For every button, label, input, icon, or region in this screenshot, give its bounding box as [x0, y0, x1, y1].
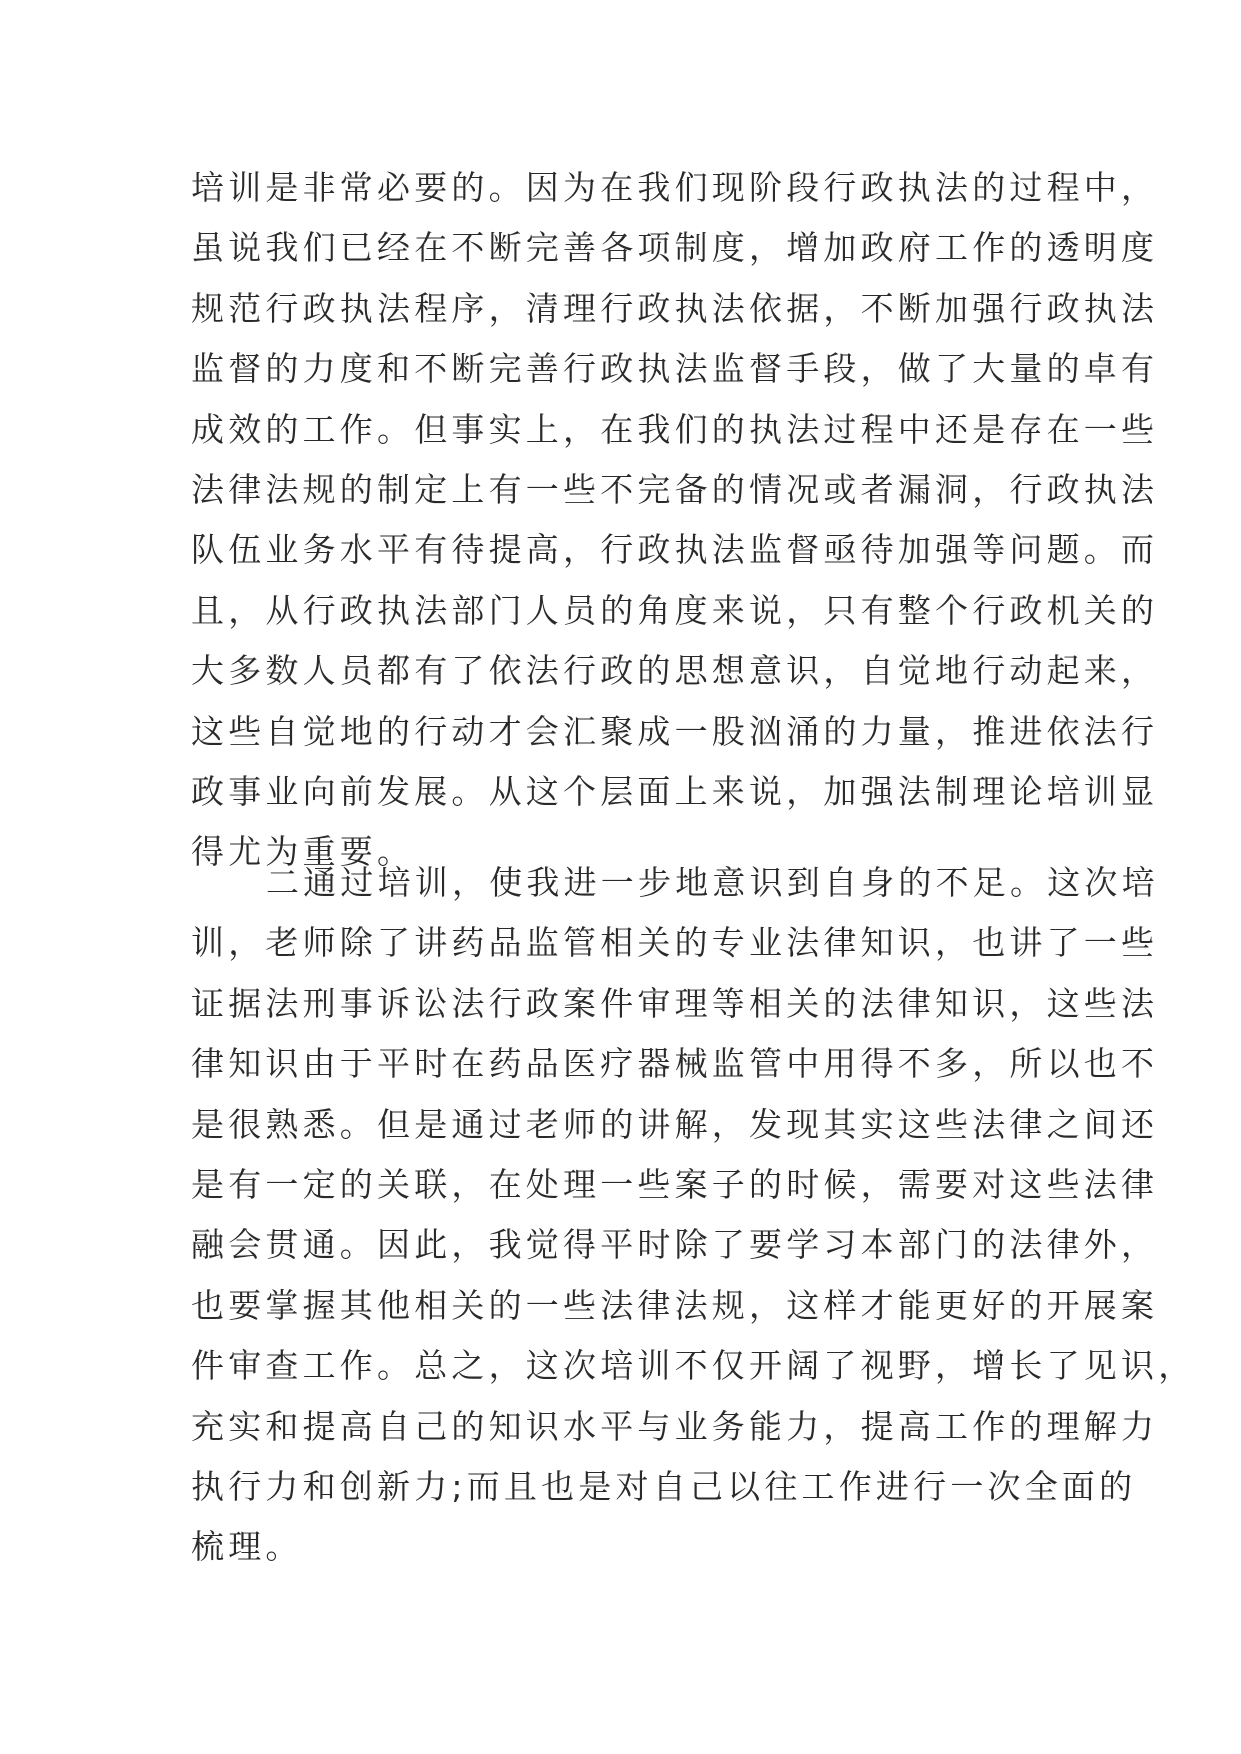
paragraph-line: 执行力和创新力;而且也是对自己以往工作进行一次全面的	[191, 1466, 1137, 1506]
paragraph-line: 培训是非常必要的。因为在我们现阶段行政执法的过程中，	[191, 168, 1159, 207]
paragraph-line: 训，老师除了讲药品监管相关的专业法律知识，也讲了一些	[191, 923, 1159, 963]
paragraph-line: 融会贯通。因此，我觉得平时除了要学习本部门的法律外，	[191, 1225, 1159, 1265]
paragraph-line: 大多数人员都有了依法行政的思想意识，自觉地行动起来，	[191, 651, 1159, 691]
paragraph-line: 也要掌握其他相关的一些法律法规，这样才能更好的开展案	[191, 1285, 1159, 1325]
paragraph-line: 政事业向前发展。从这个层面上来说，加强法制理论培训显	[191, 771, 1159, 811]
paragraph-line: 队伍业务水平有待提高，行政执法监督亟待加强等问题。而	[191, 530, 1159, 570]
paragraph-line: 得尤为重要。	[191, 832, 415, 872]
paragraph-line: 且，从行政执法部门人员的角度来说，只有整个行政机关的	[191, 590, 1159, 630]
paragraph-2	[191, 853, 1196, 1578]
paragraph-line: 法律法规的制定上有一些不完备的情况或者漏洞，行政执法	[191, 469, 1159, 509]
paragraph-line: 这些自觉地的行动才会汇聚成一股汹涌的力量，推进依法行	[191, 711, 1159, 751]
paragraph-line: 律知识由于平时在药品医疗器械监管中用得不多，所以也不	[191, 1044, 1159, 1084]
paragraph-line: 梳理。	[191, 1527, 303, 1567]
paragraph-line: 是有一定的关联，在处理一些案子的时候，需要对这些法律	[191, 1164, 1159, 1204]
paragraph-line: 充实和提高自己的知识水平与业务能力，提高工作的理解力	[191, 1406, 1159, 1446]
paragraph-line: 二通过培训，使我进一步地意识到自身的不足。这次培	[266, 863, 1159, 902]
paragraph-line: 件审查工作。总之，这次培训不仅开阔了视野，增长了见识，	[191, 1346, 1196, 1386]
paragraph-line: 证据法刑事诉讼法行政案件审理等相关的法律知识，这些法	[191, 983, 1159, 1023]
paragraph-line: 是很熟悉。但是通过老师的讲解，发现其实这些法律之间还	[191, 1104, 1159, 1144]
paragraph-line: 监督的力度和不断完善行政执法监督手段，做了大量的卓有	[191, 349, 1159, 389]
paragraph-line: 成效的工作。但事实上，在我们的执法过程中还是存在一些	[191, 409, 1159, 449]
paragraph-line: 虽说我们已经在不断完善各项制度，增加政府工作的透明度	[191, 228, 1159, 268]
paragraph-line: 规范行政执法程序，清理行政执法依据，不断加强行政执法	[191, 288, 1159, 328]
